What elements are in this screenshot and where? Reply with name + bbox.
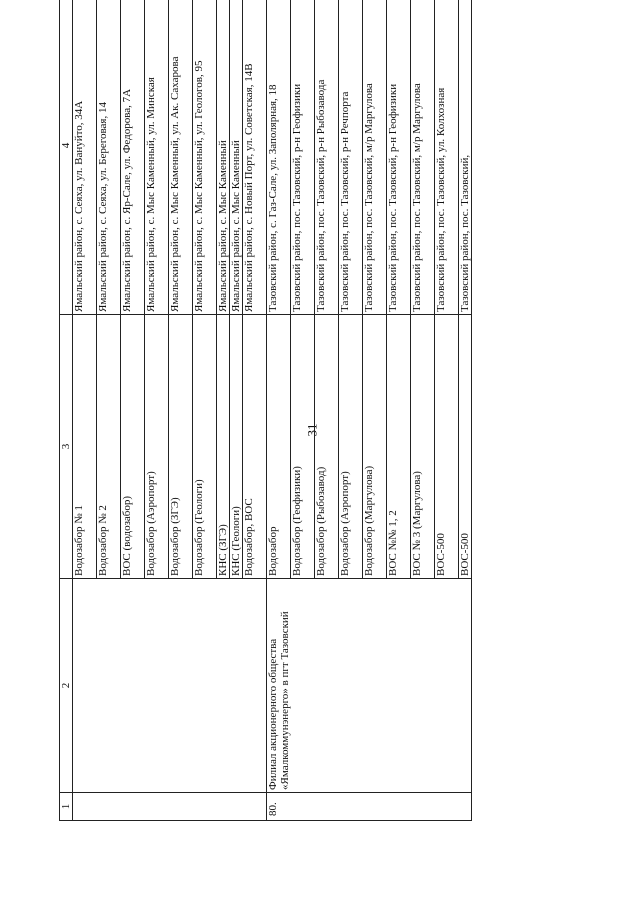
facility-address: Тазовский район, пос. Тазовский, bbox=[459, 154, 471, 312]
facility-name: ВОС-500 bbox=[459, 533, 471, 576]
facility-name: Водозабор (Маргулова) bbox=[363, 465, 375, 576]
facility-name: Водозабор (Аэропорт) bbox=[339, 471, 351, 576]
page-number: 31 bbox=[304, 423, 320, 437]
facility-name: Водозабор № 1 bbox=[73, 505, 85, 576]
facility-address: Ямальский район, с. Мыс Каменный bbox=[230, 140, 242, 312]
facility-address: Тазовский район, с. Газ-Сале, ул. Заполярная, 18 bbox=[267, 84, 279, 312]
header-col-4: 4 bbox=[60, 0, 73, 315]
organization-cell bbox=[73, 579, 267, 793]
organization-name: Филиал акционерного общества «Ямалкоммунэнерго» в пгт Тазовский bbox=[267, 611, 291, 790]
facility-name: ВОС №№ 1, 2 bbox=[387, 510, 399, 576]
table-row bbox=[267, 0, 291, 821]
facilities-table bbox=[59, 0, 472, 821]
facility-name: Водозабор (Аэропорт) bbox=[145, 471, 157, 576]
header-row bbox=[60, 0, 73, 821]
facility-name: Водозабор, ВОС bbox=[243, 498, 255, 576]
header-col-1: 1 bbox=[60, 793, 73, 821]
header-col-3: 3 bbox=[60, 315, 73, 579]
facility-address: Ямальский район, с. Новый Порт, ул. Советская, 14В bbox=[243, 63, 255, 312]
facility-address: Тазовский район, пос. Тазовский, р-н Геофизики bbox=[387, 83, 399, 312]
facility-name: Водозабор (Рыбозавод) bbox=[315, 466, 327, 576]
row-number: 80. bbox=[267, 802, 279, 816]
facility-name: ВОС № 3 (Маргулова) bbox=[411, 471, 423, 576]
facility-address: Ямальский район, с. Яр-Сале, ул. Федорова, 7А bbox=[121, 88, 133, 312]
facility-address: Тазовский район, пос. Тазовский, м/р Маргулова bbox=[411, 83, 423, 312]
facility-address: Ямальский район, с. Мыс Каменный bbox=[217, 140, 229, 312]
facility-name: Водозабор bbox=[267, 526, 279, 576]
facility-address: Тазовский район, пос. Тазовский, р-н Геофизики bbox=[291, 83, 303, 312]
facility-address: Тазовский район, пос. Тазовский, р-н Рыбозавода bbox=[315, 79, 327, 312]
facility-address: Тазовский район, пос. Тазовский, ул. Колхозная bbox=[435, 87, 447, 312]
facility-address: Тазовский район, пос. Тазовский, м/р Маргулова bbox=[363, 83, 375, 312]
facility-name: ВОС-500 bbox=[435, 533, 447, 576]
facility-address: Ямальский район, с. Сеяха, ул. Вануйто, 34А bbox=[73, 100, 85, 312]
facility-name: Водозабор (ЗГЭ) bbox=[169, 497, 181, 576]
header-col-2: 2 bbox=[60, 579, 73, 793]
facility-address: Тазовский район, пос. Тазовский, р-н Речпорта bbox=[339, 91, 351, 312]
facility-address: Ямальский район, с. Мыс Каменный, ул. Ак. Сахарова bbox=[169, 56, 181, 312]
facility-name: КНС (Геологи) bbox=[230, 506, 242, 576]
facility-address: Ямальский район, с. Сеяха, ул. Береговая, 14 bbox=[97, 102, 109, 312]
facility-address: Ямальский район, с. Мыс Каменный, ул. Геологов, 95 bbox=[193, 60, 205, 312]
facility-address: Ямальский район, с. Мыс Каменный, ул. Минская bbox=[145, 77, 157, 312]
facility-name: Водозабор (Геологи) bbox=[193, 479, 205, 576]
table-row bbox=[73, 0, 97, 821]
facility-name: КНС (ЗГЭ) bbox=[217, 524, 229, 576]
facility-name: Водозабор № 2 bbox=[97, 505, 109, 576]
facility-name: Водозабор (Геофизики) bbox=[291, 466, 303, 576]
row-number-cell bbox=[73, 793, 267, 821]
facility-name: ВОС (водозабор) bbox=[121, 495, 133, 576]
